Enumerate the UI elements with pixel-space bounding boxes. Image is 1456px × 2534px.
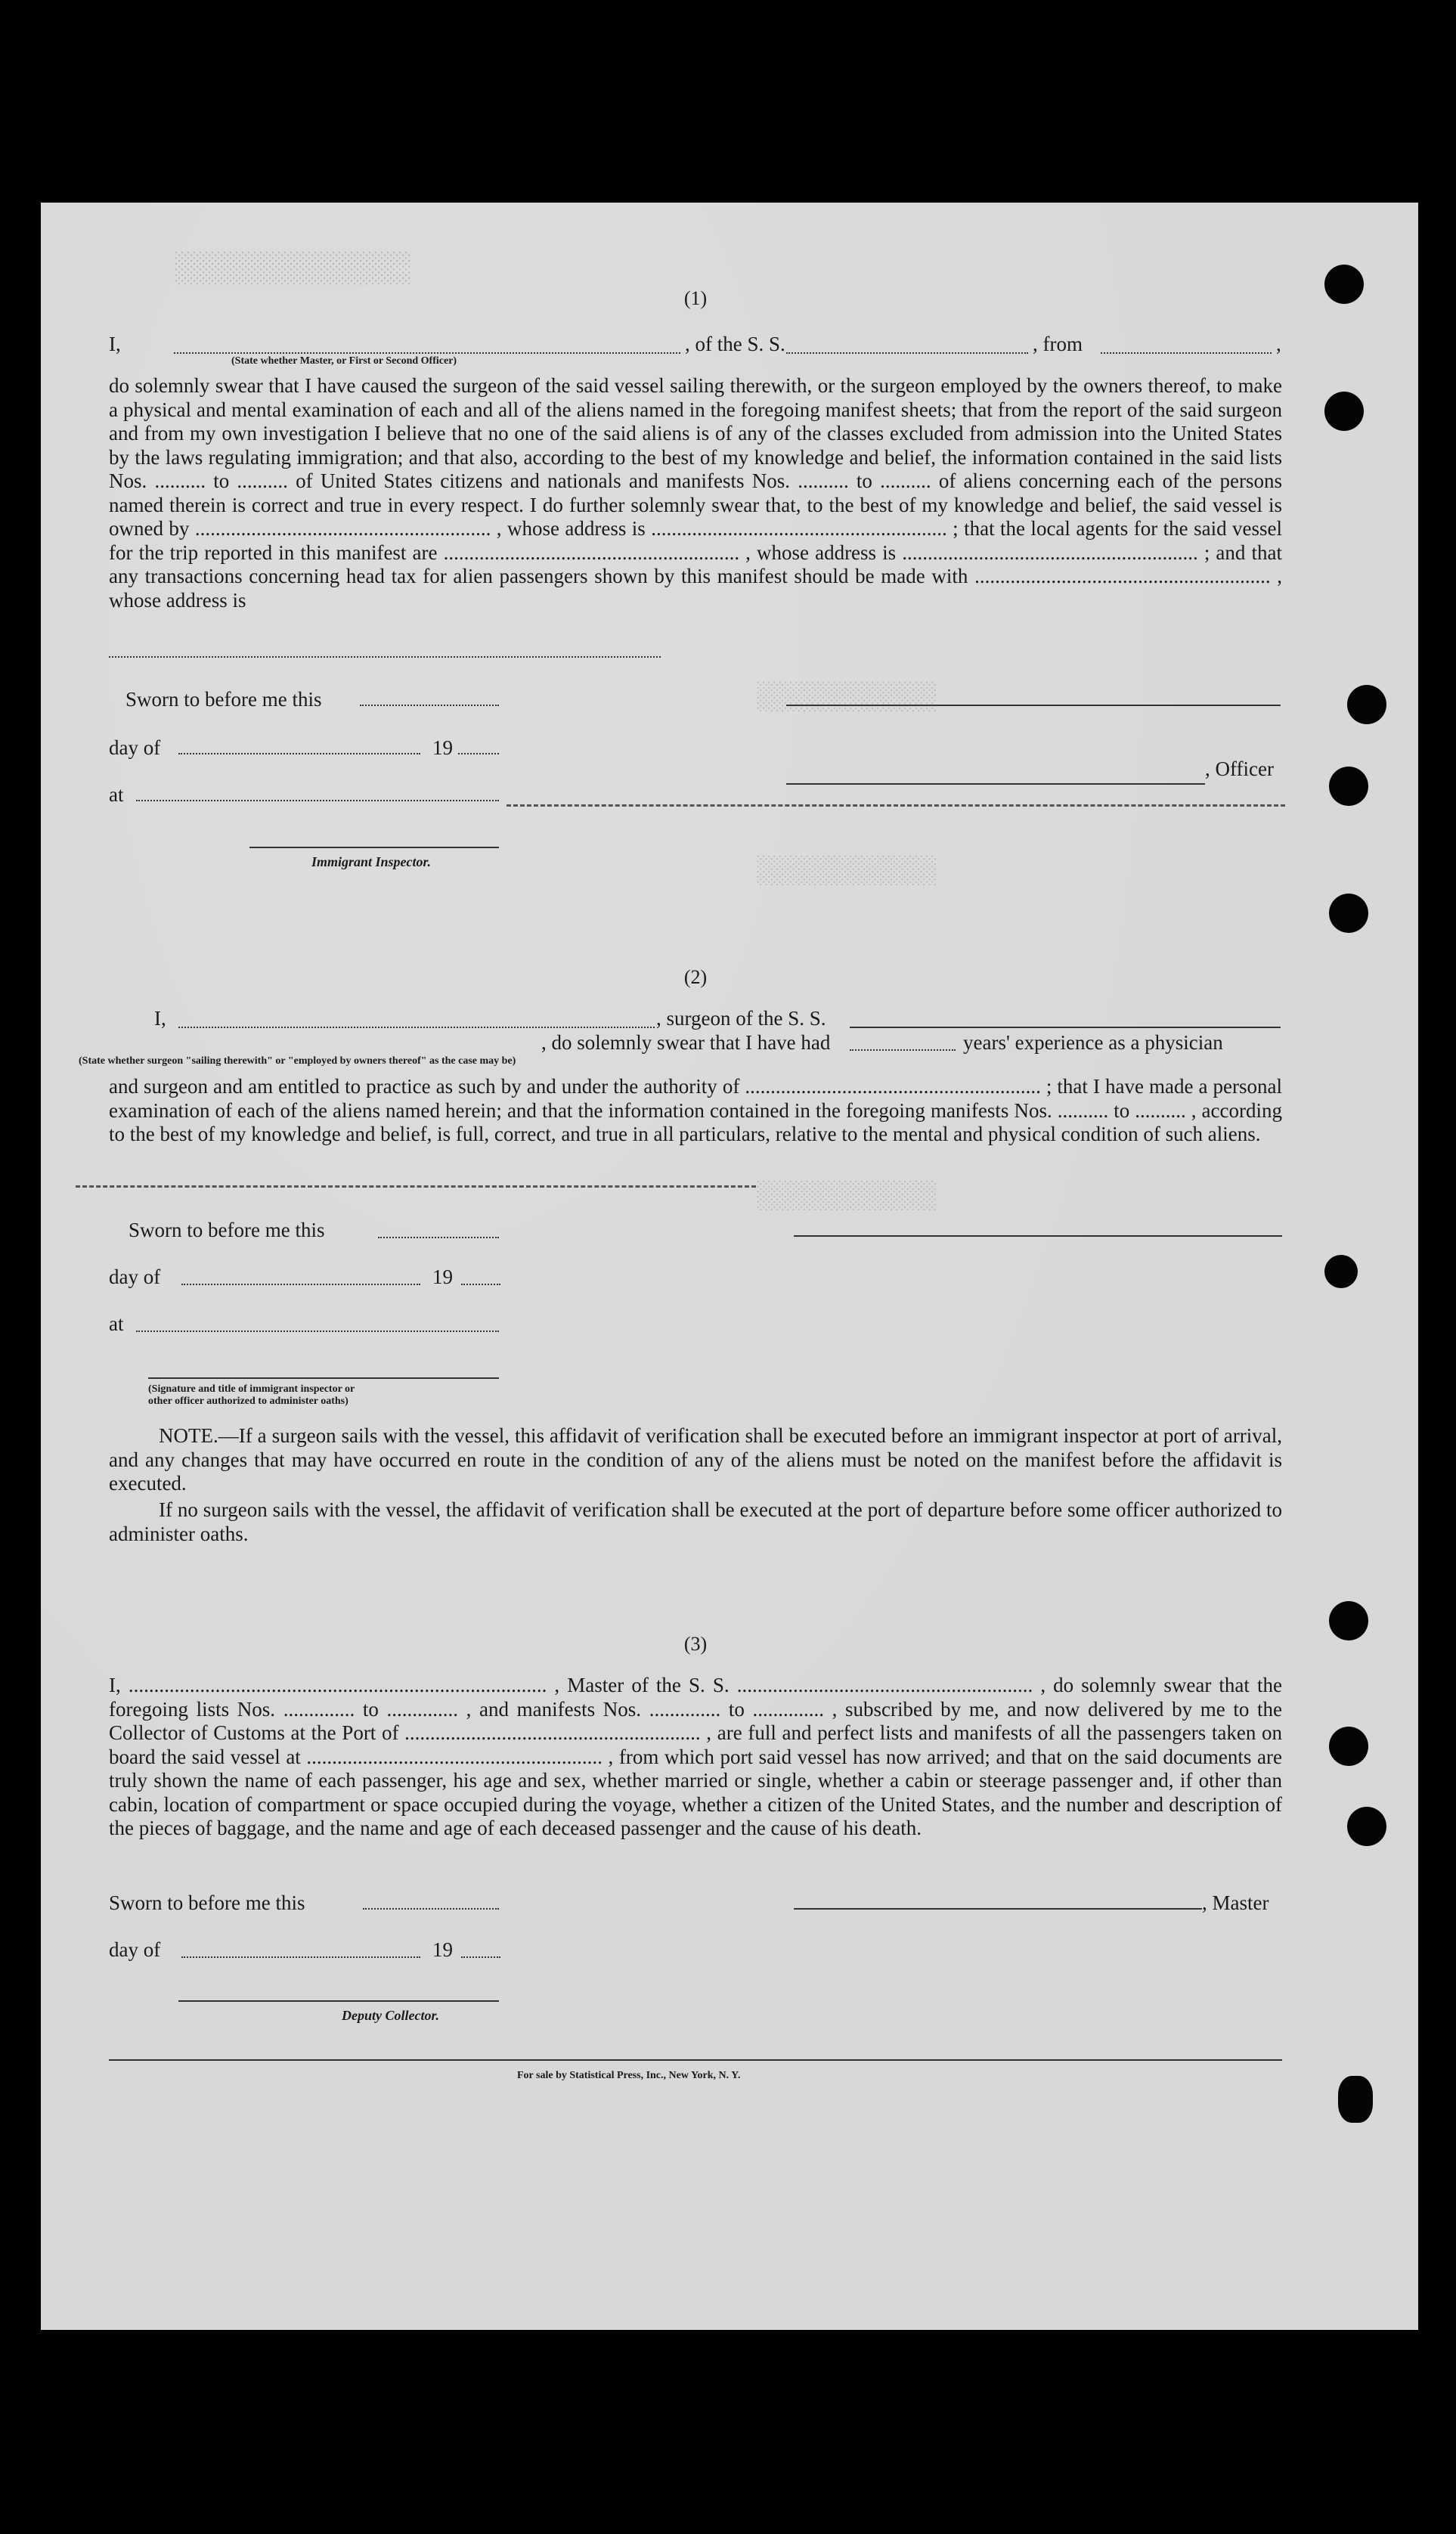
section-2-day-of-label: day of (109, 1265, 161, 1288)
master-label: , Master (1202, 1891, 1269, 1914)
inspector-2-signature-line[interactable] (148, 1377, 499, 1379)
punch-hole (1347, 1807, 1386, 1846)
section-2-i-label: I, (154, 1007, 166, 1030)
no-surgeon-note: If no surgeon sails with the vessel, the affidavit of verification shall be executed at the port of departure before some officer authorized to administer oaths. (109, 1498, 1282, 1545)
section-2-at-label: at (109, 1312, 124, 1335)
section-1-year-label: 19 (432, 736, 453, 759)
years-experience-field[interactable] (850, 1049, 956, 1051)
surgeon-signature-line[interactable] (794, 1235, 1282, 1237)
section-1-number: (1) (683, 287, 708, 309)
surgeon-caption: (State whether surgeon "sailing therewith" or "employed by owners thereof" as the case may be) (79, 1055, 516, 1067)
section-1-oath-text: do solemnly swear that I have caused the surgeon of the said vessel sailing therewith, or the surgeon employed by the owners thereof, to make a physical and mental examination of each and all of the aliens named in the foregoing manifest sheets; that from the report of the said surgeon and from my own investigation I believe that no one of the said aliens is of any of the classes excluded from admission into the United States by the laws regulating immigration; and that also, according to the best of my knowledge and belief, the information contained in the said lists Nos. .......... to .......... of United States citizens and nationals and manifests Nos. .......... to .......... of aliens concerning each of the persons named therein is correct and true in every respect. I do further solemnly swear that, to the best of my knowledge and belief, the said vessel is owned by .......................................................... , whose address is .......................................................... ; that the local agents for the said vessel for the trip reported in this manifest are .......................................................... , whose address is .......................................................... ; and that any transactions concerning head tax for alien passengers shown by this manifest should be made with .......................................................... , whose address is (109, 374, 1282, 612)
section-1-at-label: at (109, 783, 124, 806)
surgeon-of-ss-label: , surgeon of the S. S. (656, 1007, 826, 1030)
section-2-sworn-date-field[interactable] (378, 1237, 499, 1238)
inspector-signature-line[interactable] (249, 847, 499, 848)
officer-caption: (State whether Master, or First or Second Officer) (231, 355, 457, 367)
punch-hole (1329, 894, 1368, 933)
signature-caption-line-1: (Signature and title of immigrant inspector or (148, 1383, 355, 1395)
punch-hole (1324, 265, 1364, 304)
section-1-at-field[interactable] (136, 800, 499, 801)
section-3-day-of-label: day of (109, 1938, 161, 1961)
surgeon-name-field[interactable] (178, 1027, 655, 1028)
section-1-year-field[interactable] (458, 753, 499, 754)
surgeon-vessel-field[interactable] (850, 1027, 1281, 1028)
surgeon-note: NOTE.—If a surgeon sails with the vessel, this affidavit of verification shall be executed before an immigrant inspector at port of arrival, and any changes that may have occurred en route in the condition of any of the aliens must be noted on the manifest before the affidavit is executed. (109, 1424, 1282, 1495)
head-tax-address-field[interactable] (109, 656, 661, 658)
swear-label: , do solemnly swear that I have had (541, 1031, 831, 1054)
section-2-oath-text: and surgeon and am entitled to practice as such by and under the authority of .......................................................... ; that I have made a personal examination of each of the aliens named herein; and that the information contained in the foregoing manifests Nos. .......... to .......... , according to the best of my knowledge and belief, is full, correct, and true in all particulars, relative to the mental and physical condition of such aliens. (109, 1075, 1282, 1145)
section-3-year-label: 19 (432, 1938, 453, 1961)
section-1-sworn-date-field[interactable] (360, 705, 499, 706)
section-2-at-field[interactable] (136, 1331, 499, 1332)
bleed-through: ░░░░░░░░░░░░░ (174, 249, 410, 283)
bleed-through: ░░░░░░░░░░░ (756, 1179, 936, 1210)
deputy-collector-caption: Deputy Collector. (342, 2008, 439, 2023)
officer-label: , Officer (1205, 757, 1274, 780)
immigrant-inspector-caption: Immigrant Inspector. (311, 854, 432, 869)
section-1-i-label: I, (109, 333, 121, 355)
section-1-day-field[interactable] (178, 753, 420, 754)
section-2-year-label: 19 (432, 1265, 453, 1288)
master-signature-line[interactable] (794, 1908, 1202, 1910)
punch-hole (1329, 1601, 1368, 1640)
officer-signature-line[interactable] (786, 705, 1281, 706)
printer-imprint: For sale by Statistical Press, Inc., New York, N. Y. (517, 2070, 741, 2081)
section-3-oath-text: I, .................................................................................. , Master of the S. S. .......................................................... , do solemnly swear that the foregoing lists Nos. .............. to .............. , and manifests Nos. .............. to .............. , subscribed by me, and now delivered by me to the Collector of Customs at the Port of .......................................................... , are full and perfect lists and manifests of all the passengers taken on board the said vessel at .......................................................... , from which port said vessel has now arrived; and that on the said documents are truly shown the name of each passenger, his age and sex, whether married or single, whether a cabin or steerage passenger and, if other than cabin, location of compartment or space occupied during the voyage, whether a citizen of the United States, and the number and description of the pieces of baggage, and the name and age of each deceased passenger and the cause of his death. (109, 1674, 1282, 1839)
section-1-divider (507, 804, 1285, 807)
officer-title-line[interactable] (786, 783, 1205, 785)
of-ss-label: , of the S. S. (685, 333, 785, 355)
punch-hole (1324, 392, 1364, 431)
section-3-number: (3) (683, 1633, 708, 1655)
section-3-day-field[interactable] (181, 1956, 420, 1958)
section-2-year-field[interactable] (461, 1284, 500, 1285)
section-3-year-field[interactable] (461, 1956, 500, 1958)
section-2-number: (2) (683, 966, 708, 988)
collector-signature-line[interactable] (178, 2000, 499, 2002)
section-3-sworn-date-field[interactable] (363, 1908, 499, 1910)
section-2-day-field[interactable] (181, 1284, 420, 1285)
section-1-sworn-label: Sworn to before me this (125, 688, 322, 711)
signature-caption-line-2: other officer authorized to administer oaths) (148, 1396, 349, 1407)
bleed-through: ░░░░░░░░░░░ (756, 854, 936, 885)
punch-hole (1347, 685, 1386, 724)
officer-name-field[interactable] (174, 352, 680, 354)
punch-hole (1329, 767, 1368, 806)
vessel-name-field[interactable] (786, 352, 1028, 354)
section-1-day-of-label: day of (109, 736, 161, 759)
punch-hole (1338, 2076, 1373, 2123)
bleed-through: ░░░░░░░░░░░ (756, 680, 936, 711)
comma: , (1276, 333, 1281, 355)
from-port-field[interactable] (1101, 352, 1272, 354)
footer-rule (109, 2059, 1282, 2061)
years-experience-label: years' experience as a physician (963, 1031, 1223, 1054)
from-label: , from (1033, 333, 1083, 355)
section-3-sworn-label: Sworn to before me this (109, 1891, 305, 1914)
punch-hole (1329, 1727, 1368, 1766)
punch-hole (1324, 1255, 1358, 1288)
section-2-sworn-label: Sworn to before me this (129, 1219, 325, 1241)
section-2-divider (76, 1185, 756, 1188)
